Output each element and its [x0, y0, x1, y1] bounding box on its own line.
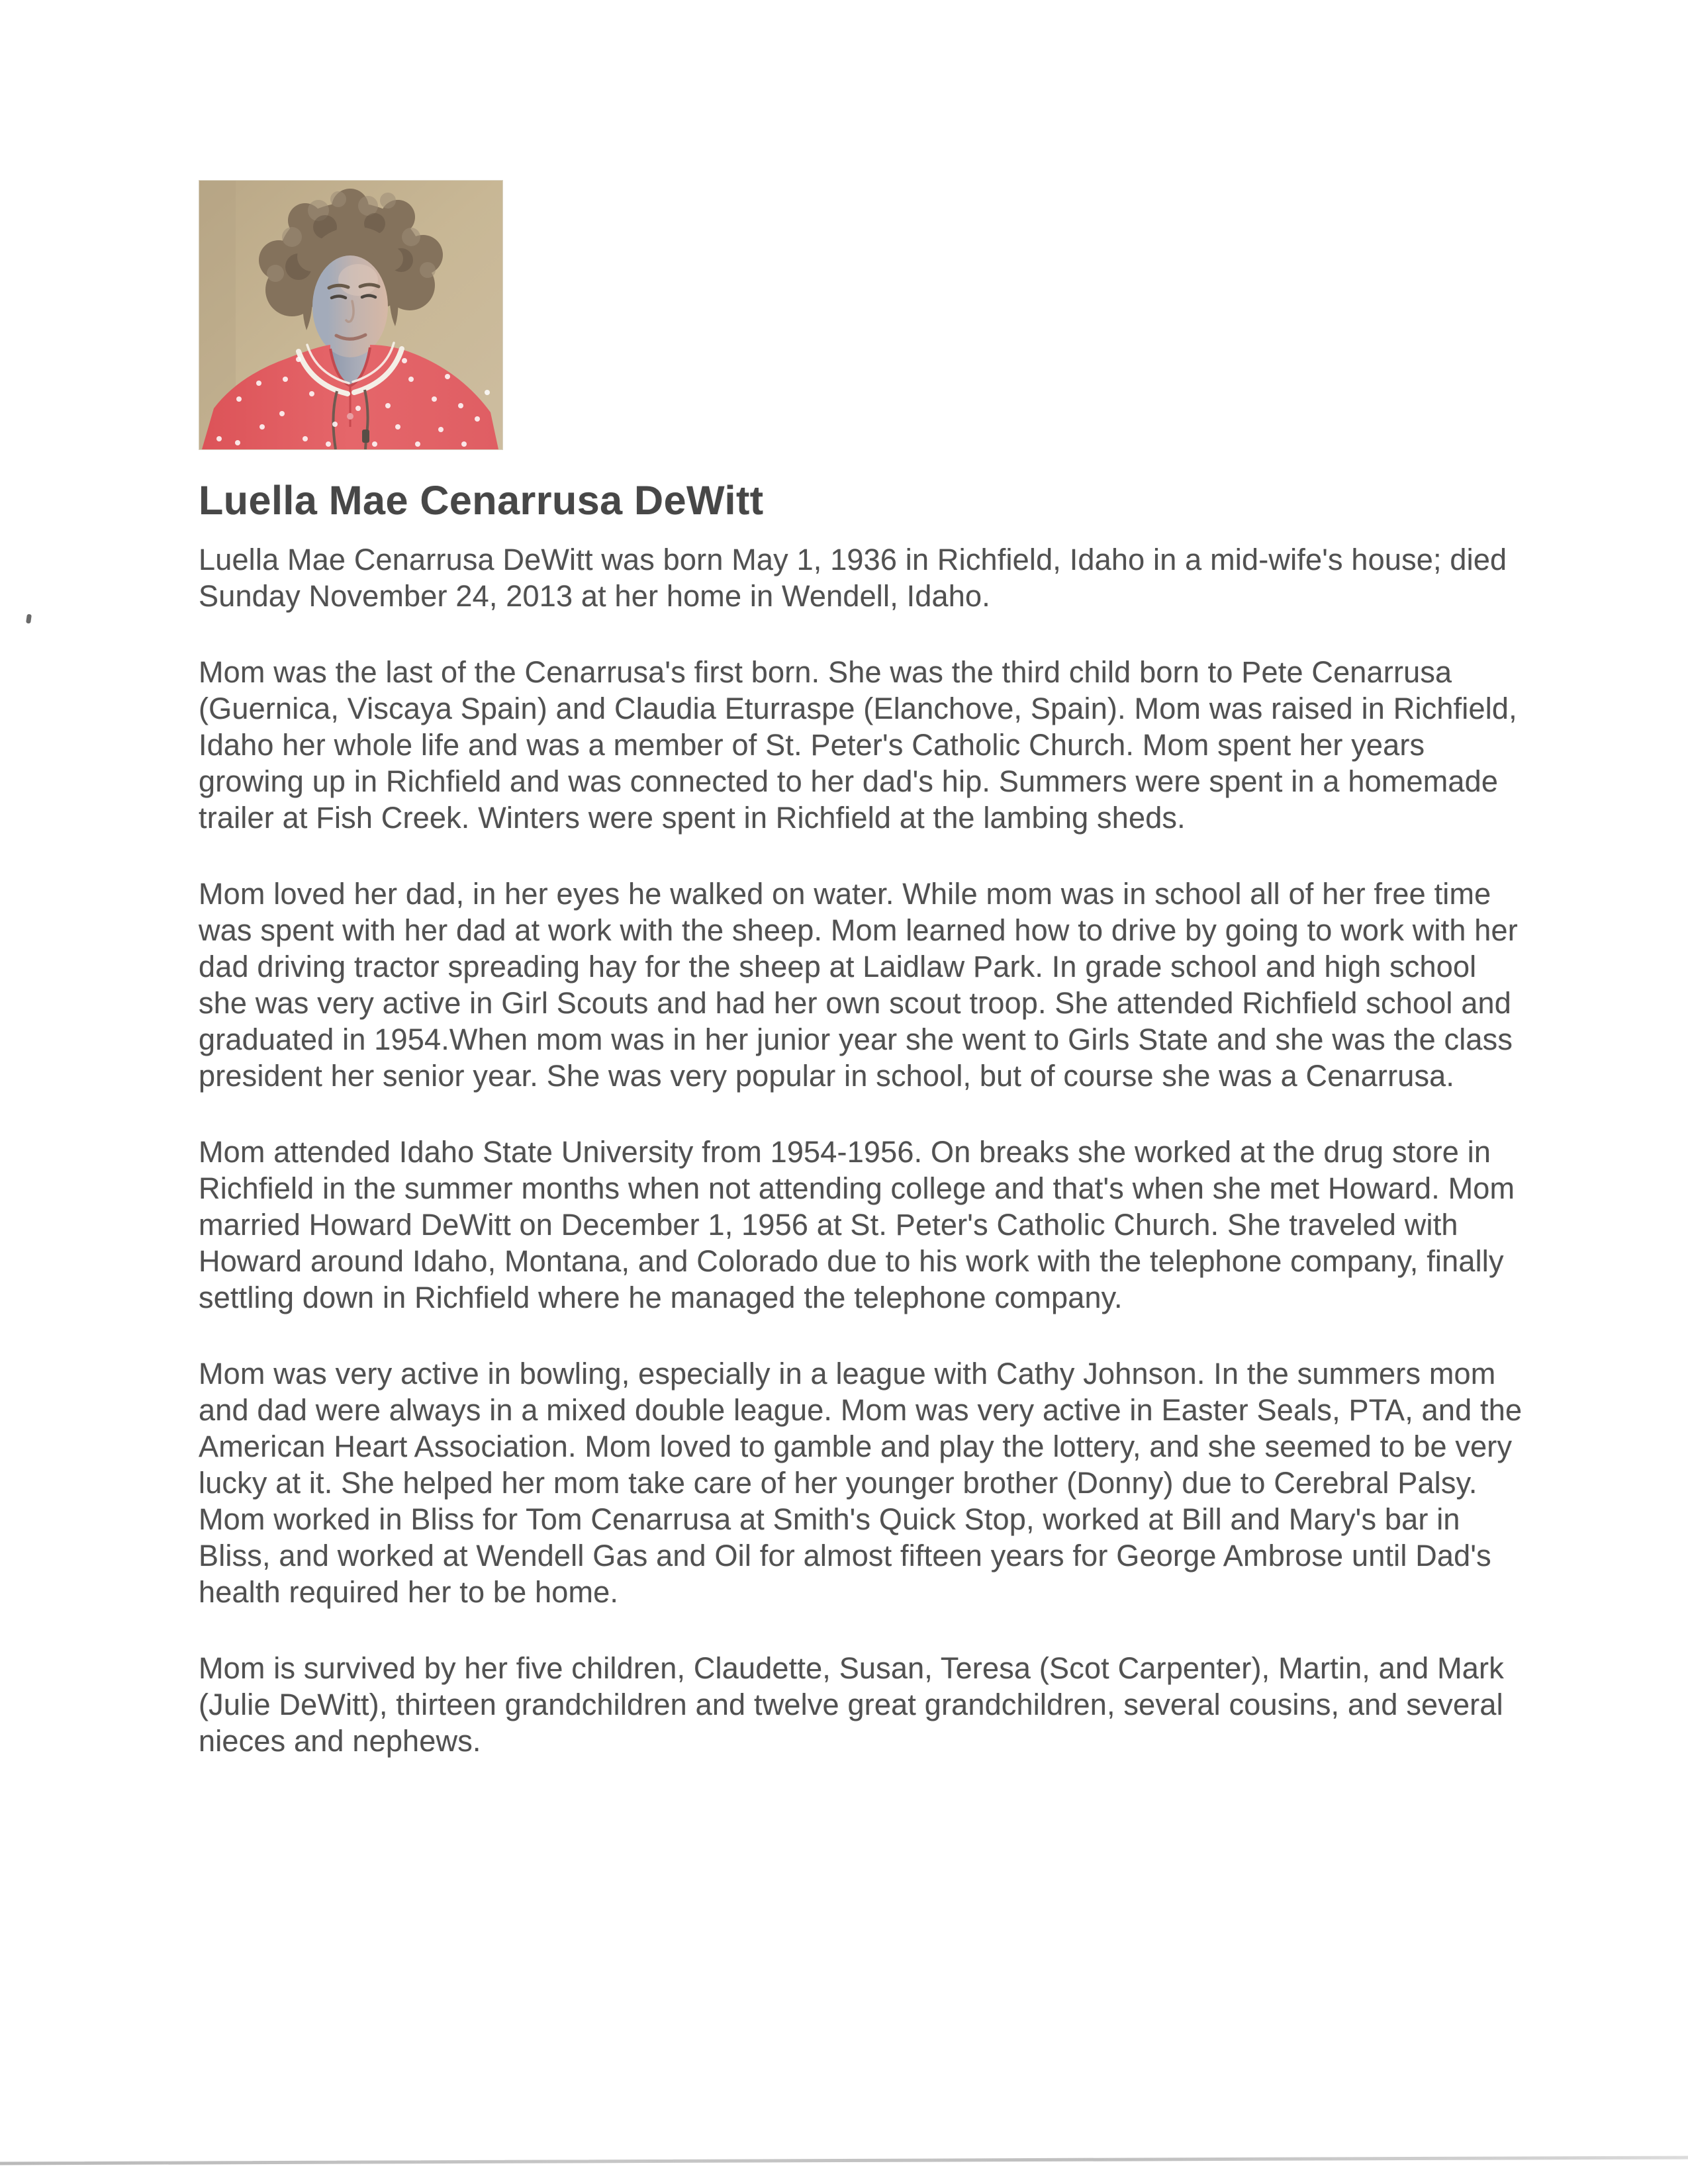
paragraph-6: Mom is survived by her five children, Claudette, Susan, Teresa (Scot Carpenter), Martin, and Mark (Julie DeWitt), thirteen grandchildren and twelve great grandchildren, several cousins, and several nieces and nephews. — [199, 1651, 1504, 1758]
paragraph-4: Mom attended Idaho State University from 1954-1956. On breaks she worked at the drug store in Richfield in the summer months when not attending college and that's when she met Howard. Mom married Howard DeWitt on December 1, 1956 at St. Peter's Catholic Church. She traveled with Howard around Idaho, Montana, and Colorado due to his work with the telephone company, finally settling down in Richfield where he managed the telephone company. — [199, 1135, 1515, 1314]
paragraph-5: Mom was very active in bowling, especially in a league with Cathy Johnson. In the summers mom and dad were always in a mixed double league. Mom was very active in Easter Seals, PTA, and the American Heart Association. Mom loved to gamble and play the lottery, and she seemed to be very lucky at it. She helped her mom take care of her younger brother (Donny) due to Cerebral Palsy. Mom worked in Bliss for Tom Cenarrusa at Smith's Quick Stop, worked at Bill and Mary's bar in Bliss, and worked at Wendell Gas and Oil for almost fifteen years for George Ambrose until Dad's health required her to be home. — [199, 1357, 1523, 1609]
portrait-photo — [199, 180, 503, 450]
page-title: Luella Mae Cenarrusa DeWitt — [199, 478, 764, 523]
obituary-text — [199, 541, 1523, 1759]
paragraph-3: Mom loved her dad, in her eyes he walked on water. While mom was in school all of her free time was spent with her dad at work with the sheep. Mom learned how to drive by going to work with her dad driving tractor spreading hay for the sheep at Laidlaw Park. In grade school and high school she was very active in Girl Scouts and had her own scout troop. She attended Richfield school and graduated in 1954.When mom was in her junior year she went to Girls State and she was the class president her senior year. She was very popular in school, but of course she was a Cenarrusa. — [199, 877, 1518, 1093]
paragraph-1: Luella Mae Cenarrusa DeWitt was born May 1, 1936 in Richfield, Idaho in a mid-wife's house; died Sunday November 24, 2013 at her home in Wendell, Idaho. — [199, 543, 1507, 613]
scan-speck — [26, 614, 32, 624]
paragraph-2: Mom was the last of the Cenarrusa's first born. She was the third child born to Pete Cenarrusa (Guernica, Viscaya Spain) and Claudia Eturraspe (Elanchove, Spain). Mom was raised in Richfield, Idaho her whole life and was a member of St. Peter's Catholic Church. Mom spent her years growing up in Richfield and was connected to her dad's hip. Summers were spent in a homemade trailer at Fish Creek. Winters were spent in Richfield at the lambing sheds. — [199, 655, 1517, 835]
scan-line-bottom — [0, 2156, 1688, 2165]
obituary-content — [199, 477, 1523, 1759]
